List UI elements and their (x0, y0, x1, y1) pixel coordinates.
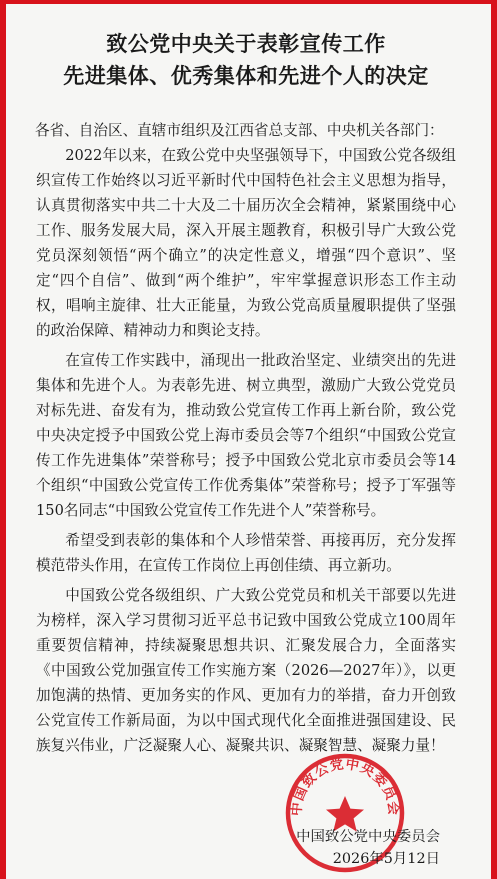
document-body (36, 8, 456, 763)
paragraph-4: 中国致公党各级组织、广大致公党党员和机关干部要以先进为榜样，深入学习贯彻习近平总书记致中国致公党成立100周年重要贺信精神，持续凝聚思想共识、汇聚发展合力，全面落实《中国致公党加强宣传工作实施方案（2026—2027年）》，以更加饱满的热情、更加务实的作风、更加有力的举措，奋力开创致公党宣传工作新局面，为以中国式现代化全面推进强国建设、民族复兴伟业，广泛凝聚人心、凝聚共识、凝聚智慧、凝聚力量！ (36, 587, 456, 754)
title-line-2: 先进集体、优秀集体和先进个人的决定 (63, 64, 429, 88)
document-title (36, 28, 456, 92)
signature-organization: 中国致公党中央委员会 (296, 829, 440, 845)
seal-text-path: 中国致公党中央委员会 (288, 756, 402, 817)
paragraph-2: 在宣传工作实践中，涌现出一批政治坚定、业绩突出的先进集体和先进个人。为表彰先进、树立典型，激励广大致公党党员对标先进、奋发有为，推动致公党宣传工作再上新台阶，致公党中央决定授予中国致公党上海市委员会等7个组织“中国致公党宣传工作先进集体”荣誉称号；授予中国致公党北京市委员会等14个组织“中国致公党宣传工作优秀集体”荣誉称号；授予丁军强等150名同志“中国致公党宣传工作先进个人”荣誉称号。 (36, 352, 456, 519)
paragraph-3: 希望受到表彰的集体和个人珍惜荣誉、再接再厉，充分发挥模范带头作用，在宣传工作岗位上再创佳绩、再立新功。 (36, 532, 456, 574)
title-line-1: 致公党中央关于表彰宣传工作 (106, 32, 386, 56)
signature-date: 2026年5月12日 (332, 851, 440, 867)
paragraph-1: 2022年以来，在致公党中央坚强领导下，中国致公党各级组织宣传工作始终以习近平新时代中国特色社会主义思想为指导，认真贯彻落实中共二十大及二十届历次全会精神，紧紧围绕中心工作、服务发展大局，深入开展主题教育，积极引导广大致公党党员深刻领悟“两个确立”的决定性意义，增强“四个意识”、坚定“四个自信”、做到“两个维护”，牢牢掌握意识形态工作主动权，唱响主旋律、壮大正能量，为致公党高质量履职提供了坚强的政治保障、精神动力和舆论支持。 (36, 147, 456, 339)
recipient-line: 各省、自治区、直辖市组织及江西省总支部、中央机关各部门： (35, 122, 444, 139)
